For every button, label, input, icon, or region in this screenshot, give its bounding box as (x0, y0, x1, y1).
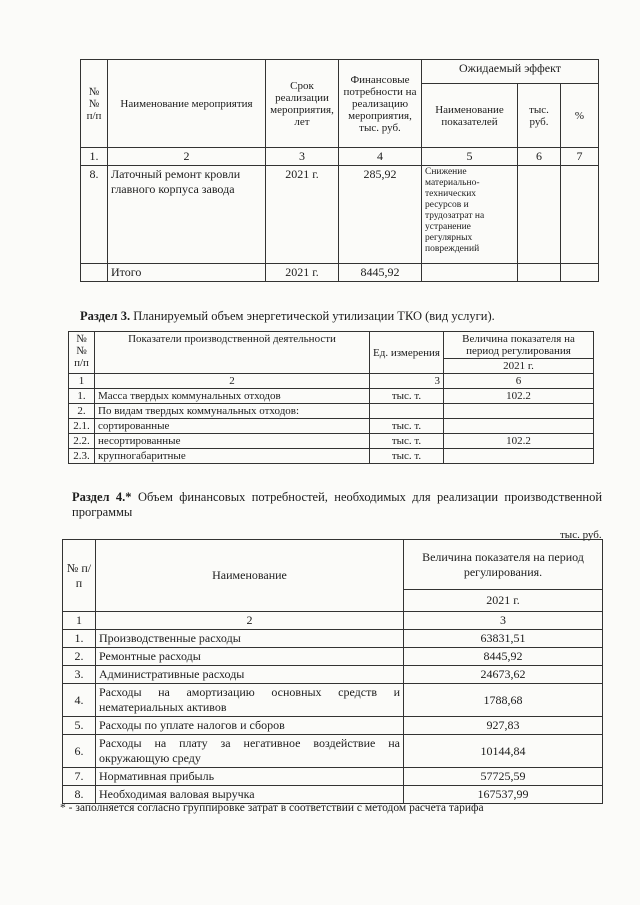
t1-header-percent: % (561, 84, 599, 148)
t2-row-value (444, 419, 594, 434)
t3-header-name: Наименование (96, 540, 404, 612)
t1-header-thousand: тыс. руб. (518, 84, 561, 148)
t1-index-cell: 2 (108, 148, 266, 166)
t1-header-term: Срок реализации мероприятия, лет (266, 60, 339, 148)
t3-row-name: Расходы на плату за негативное воздействие на окружающую среду (96, 735, 404, 768)
t2-header-unit: Ед. измерения (370, 332, 444, 374)
t1-total-term: 2021 г. (266, 264, 339, 282)
t2-row-value: 102.2 (444, 389, 594, 404)
t3-row-name: Ремонтные расходы (96, 648, 404, 666)
t2-row-unit: тыс. т. (370, 419, 444, 434)
t3-row-name: Расходы по уплате налогов и сборов (96, 717, 404, 735)
t3-row-value: 1788,68 (404, 684, 603, 717)
t2-index-cell: 6 (444, 374, 594, 389)
t2-row-name: По видам твердых коммунальных отходов: (95, 404, 370, 419)
t3-row-value: 63831,51 (404, 630, 603, 648)
t1-header-name: Наименование мероприятия (108, 60, 266, 148)
t3-row-num: 1. (63, 630, 96, 648)
t2-row-num: 2. (69, 404, 95, 419)
t1-header-indicator: Наименование показателей (422, 84, 518, 148)
t3-index-cell: 2 (96, 612, 404, 630)
t2-row-name: крупногабаритные (95, 449, 370, 464)
t2-header-year: 2021 г. (444, 359, 594, 374)
t2-row-value: 102.2 (444, 434, 594, 449)
t2-row-unit (370, 404, 444, 419)
t2-row-name: несортированные (95, 434, 370, 449)
utilization-table (68, 331, 594, 464)
t2-row-unit: тыс. т. (370, 389, 444, 404)
t1-total-num (81, 264, 108, 282)
t3-row-value: 167537,99 (404, 786, 603, 804)
t3-row-num: 6. (63, 735, 96, 768)
t3-header-num: № п/п (63, 540, 96, 612)
section4-label: Раздел 4.* (72, 490, 132, 504)
t1-total-empty (518, 264, 561, 282)
t2-row-num: 1. (69, 389, 95, 404)
t1-row-finance: 285,92 (339, 166, 422, 264)
section3-label: Раздел 3. (80, 309, 131, 323)
t1-header-effect: Ожидаемый эффект (422, 60, 599, 84)
t1-total-label: Итого (108, 264, 266, 282)
t2-row-unit: тыс. т. (370, 434, 444, 449)
t2-index-cell: 1 (69, 374, 95, 389)
t3-index-cell: 1 (63, 612, 96, 630)
t3-row-value: 24673,62 (404, 666, 603, 684)
t3-row-num: 2. (63, 648, 96, 666)
t3-header-value: Величина показателя на период регулирования. (404, 540, 603, 590)
t1-row-term: 2021 г. (266, 166, 339, 264)
t2-header-value: Величина показателя на период регулирования (444, 332, 594, 359)
t3-row-name: Производственные расходы (96, 630, 404, 648)
t3-row-num: 4. (63, 684, 96, 717)
t2-row-value (444, 404, 594, 419)
t2-row-num: 2.1. (69, 419, 95, 434)
t1-index-cell: 1. (81, 148, 108, 166)
t3-row-name: Нормативная прибыль (96, 768, 404, 786)
t1-header-finance: Финансовые потребности на реализацию мероприятия, тыс. руб. (339, 60, 422, 148)
t1-total-empty (422, 264, 518, 282)
t1-header-num: №№ п/п (81, 60, 108, 148)
t1-row-indicator: Снижение материально-технических ресурсов и трудозатрат на устранение регулярных повреждений (422, 166, 518, 264)
t1-row-thousand (518, 166, 561, 264)
t2-index-cell: 3 (370, 374, 444, 389)
t3-row-num: 8. (63, 786, 96, 804)
t3-row-name: Административные расходы (96, 666, 404, 684)
footnote: * - заполняется согласно группировке затрат в соответствии с методом расчета тарифа (60, 802, 484, 814)
t1-index-cell: 6 (518, 148, 561, 166)
t2-row-name: сортированные (95, 419, 370, 434)
t3-index-cell: 3 (404, 612, 603, 630)
t1-index-cell: 5 (422, 148, 518, 166)
t2-row-unit: тыс. т. (370, 449, 444, 464)
t2-header-indicator: Показатели производственной деятельности (95, 332, 370, 374)
t3-row-name: Расходы на амортизацию основных средств и нематериальных активов (96, 684, 404, 717)
t1-row-num: 8. (81, 166, 108, 264)
t1-row-name: Латочный ремонт кровли главного корпуса завода (108, 166, 266, 264)
t2-header-num: №№ п/п (69, 332, 95, 374)
t3-header-year: 2021 г. (404, 590, 603, 612)
t2-index-cell: 2 (95, 374, 370, 389)
section4-unit: тыс. руб. (560, 529, 602, 541)
section3-title: Планируемый объем энергетической утилизации ТКО (вид услуги). (133, 309, 495, 323)
t2-row-num: 2.3. (69, 449, 95, 464)
t3-row-value: 57725,59 (404, 768, 603, 786)
t3-row-num: 3. (63, 666, 96, 684)
section3-heading (80, 309, 600, 324)
measures-table (80, 59, 599, 282)
t3-row-num: 5. (63, 717, 96, 735)
t1-index-cell: 3 (266, 148, 339, 166)
t2-row-num: 2.2. (69, 434, 95, 449)
t3-row-num: 7. (63, 768, 96, 786)
t1-total-finance: 8445,92 (339, 264, 422, 282)
t3-row-name: Необходимая валовая выручка (96, 786, 404, 804)
finance-table (62, 539, 603, 804)
t2-row-value (444, 449, 594, 464)
t2-row-name: Масса твердых коммунальных отходов (95, 389, 370, 404)
t1-index-cell: 7 (561, 148, 599, 166)
t3-row-value: 8445,92 (404, 648, 603, 666)
t3-row-value: 927,83 (404, 717, 603, 735)
section4-title: Объем финансовых потребностей, необходимых для реализации производственной программы (72, 490, 603, 519)
t1-row-percent (561, 166, 599, 264)
t1-total-empty (561, 264, 599, 282)
t1-index-cell: 4 (339, 148, 422, 166)
section4-heading (72, 490, 602, 520)
t3-row-value: 10144,84 (404, 735, 603, 768)
